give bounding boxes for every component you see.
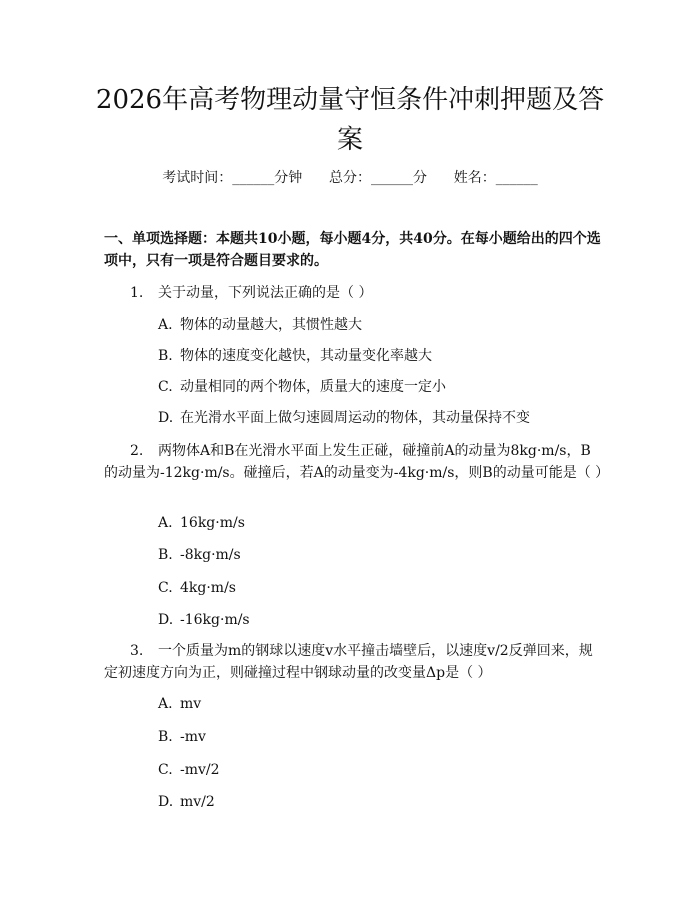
page-title: 2026年高考物理动量守恒条件冲刺押题及答案: [95, 85, 605, 155]
question-text: 一个质量为m的钢球以速度v水平撞击墙壁后，以速度v/2反弹回来，规定初速度方向为正，则碰撞过程中钢球动量的改变量Δp是（ ）: [104, 643, 593, 681]
question-2-option-c[interactable]: C. 4kg·m/s: [158, 580, 236, 596]
question-3-option-b[interactable]: B. -mv: [158, 729, 206, 745]
section-heading: 一、单项选择题：本题共10小题，每小题4分，共40分。在每小题给出的四个选项中，只有一项是符合题目要求的。: [104, 231, 601, 269]
question-3: [104, 640, 604, 684]
question-1-option-a[interactable]: A. 物体的动量越大，其惯性越大: [158, 317, 362, 333]
question-1-option-b[interactable]: B. 物体的速度变化越快，其动量变化率越大: [158, 348, 432, 364]
question-number: 2.: [130, 443, 144, 459]
question-3-option-d[interactable]: D. mv/2: [158, 794, 215, 810]
question-2-option-a[interactable]: A. 16kg·m/s: [158, 515, 245, 531]
question-2: [104, 440, 610, 484]
exam-time-label: 考试时间：______分钟: [162, 170, 303, 186]
exam-meta: [0, 168, 700, 188]
question-number: 1.: [130, 285, 144, 301]
question-2-option-d[interactable]: D. -16kg·m/s: [158, 612, 250, 628]
question-text: 关于动量，下列说法正确的是（ ）: [158, 285, 373, 301]
question-text: 两物体A和B在光滑水平面上发生正碰，碰撞前A的动量为8kg·m/s，B的动量为-12kg·m/s。碰撞后，若A的动量变为-4kg·m/s，则B的动量可能是（ ）: [104, 443, 610, 481]
question-3-option-a[interactable]: A. mv: [158, 696, 202, 712]
name-label: 姓名：______: [453, 170, 538, 186]
question-1-option-c[interactable]: C. 动量相同的两个物体，质量大的速度一定小: [158, 379, 446, 395]
question-1-option-d[interactable]: D. 在光滑水平面上做匀速圆周运动的物体，其动量保持不变: [158, 410, 530, 426]
total-score-label: 总分：______分: [329, 170, 427, 186]
question-number: 3.: [130, 643, 144, 659]
question-3-option-c[interactable]: C. -mv/2: [158, 762, 220, 778]
question-2-option-b[interactable]: B. -8kg·m/s: [158, 547, 241, 563]
question-1: [104, 282, 604, 304]
